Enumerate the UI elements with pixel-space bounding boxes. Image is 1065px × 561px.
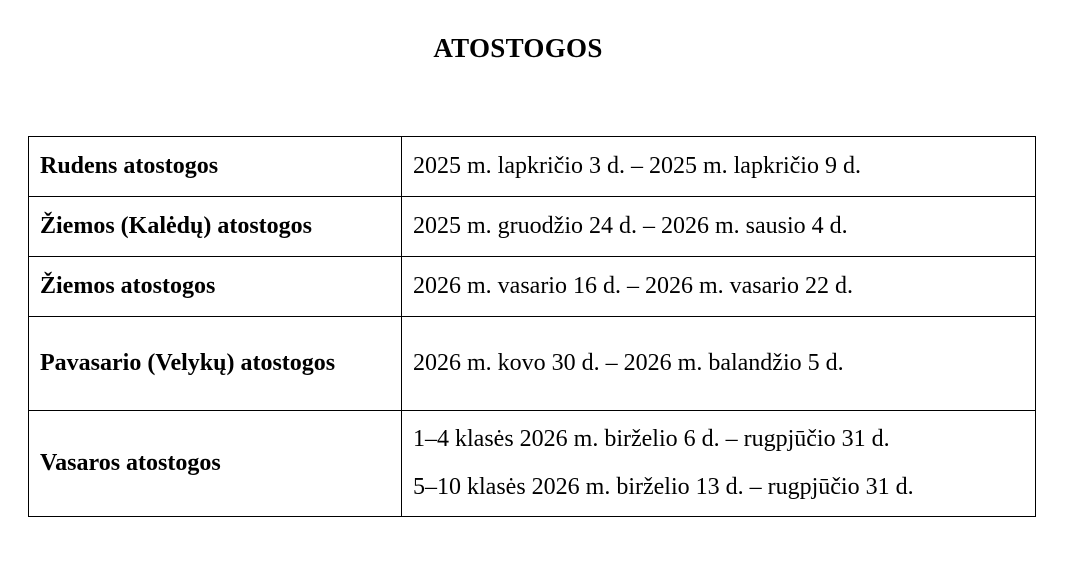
table-row <box>29 137 1036 197</box>
table-row <box>29 197 1036 257</box>
holiday-period: 2026 m. vasario 16 d. – 2026 m. vasario 22 d. <box>402 257 1036 317</box>
holiday-name: Vasaros atostogos <box>29 411 402 517</box>
period-line-grades-5-10: 5–10 klasės 2026 m. birželio 13 d. – rugpjūčio 31 d. <box>413 473 914 500</box>
holiday-period: 2025 m. gruodžio 24 d. – 2026 m. sausio 4 d. <box>402 197 1036 257</box>
holiday-name: Pavasario (Velykų) atostogos <box>29 317 402 411</box>
table-row <box>29 411 1036 517</box>
holiday-name: Žiemos atostogos <box>29 257 402 317</box>
page-title: ATOSTOGOS <box>433 33 603 63</box>
holiday-name: Žiemos (Kalėdų) atostogos <box>29 197 402 257</box>
period-line-grades-1-4: 1–4 klasės 2026 m. birželio 6 d. – rugpjūčio 31 d. <box>413 426 890 453</box>
table-row <box>29 317 1036 411</box>
holiday-period: 2026 m. kovo 30 d. – 2026 m. balandžio 5 d. <box>402 317 1036 411</box>
holiday-period <box>402 411 1036 517</box>
holidays-table <box>28 136 1036 517</box>
holiday-period: 2025 m. lapkričio 3 d. – 2025 m. lapkričio 9 d. <box>402 137 1036 197</box>
holiday-name: Rudens atostogos <box>29 137 402 197</box>
table-row <box>29 257 1036 317</box>
